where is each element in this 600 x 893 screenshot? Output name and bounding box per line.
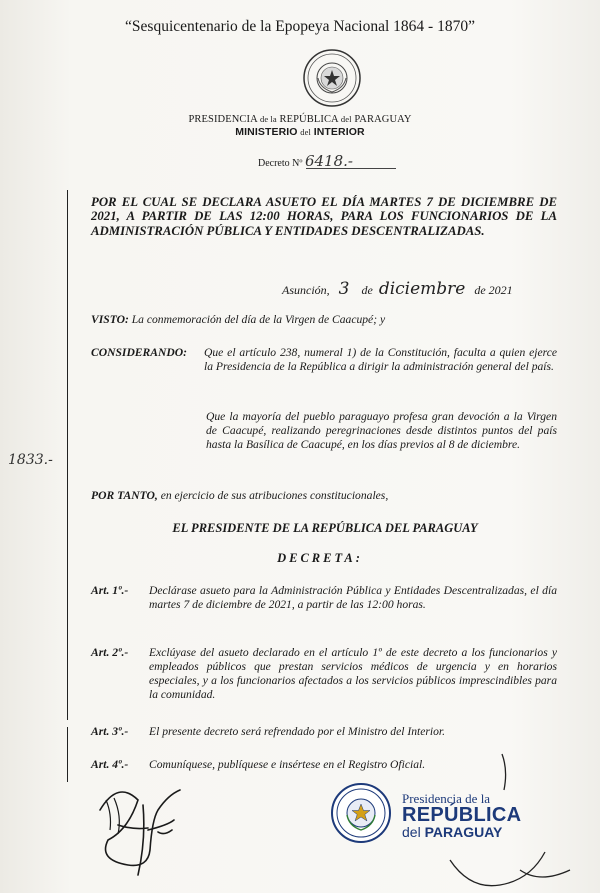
presidency-word: PRESIDENCIA	[188, 114, 258, 125]
motto: “Sesquicentenario de la Epopeya Nacional 1864 - 1870”	[125, 18, 475, 35]
article-text: Comuníquese, publíquese e insértese en el Registro Oficial.	[149, 758, 426, 771]
decree-underline	[306, 168, 396, 169]
por-tanto-paragraph	[91, 489, 557, 503]
logo-word: PARAGUAY	[424, 824, 503, 840]
article-label: Art. 2º.-	[91, 646, 129, 659]
left-margin-line	[67, 727, 68, 782]
ministry-word: INTERIOR	[313, 126, 365, 138]
president-heading: EL PRESIDENTE DE LA REPÚBLICA DEL PARAGUAY	[172, 521, 478, 535]
article-3	[91, 725, 557, 739]
article-text: Exclúyase del asueto declarado en el artículo 1º de este decreto a los funcionarios y empleados públicos que prestan servicios médicos de urgencia y en horarios especiales, y a los funcionarios afectados a los servicios públicos imprescindibles para la comunidad.	[149, 646, 557, 701]
visto-text: La conmemoración del día de la Virgen de Caacupé; y	[131, 313, 386, 326]
article-2	[91, 646, 557, 702]
logo-line-1: Presidencia de la	[402, 791, 491, 806]
presidency-logo	[330, 782, 530, 846]
decree-number-line	[258, 152, 353, 170]
por-tanto-label: POR TANTO,	[91, 489, 158, 502]
national-seal-icon	[330, 782, 392, 844]
logo-line-3	[402, 824, 502, 840]
presidency-heading	[0, 113, 600, 139]
article-text: Declárase asueto para la Administración Pública y Entidades Descentralizadas, el día martes 7 de diciembre de 2021, a partir de las 12:00 horas.	[149, 584, 557, 611]
presidency-word: del	[340, 114, 352, 124]
decreta-heading: DECRETA:	[277, 551, 363, 565]
visto-paragraph	[91, 313, 557, 327]
date-de: de	[361, 283, 373, 297]
considerando-label: CONSIDERANDO:	[91, 346, 187, 359]
date-city: Asunción,	[282, 283, 330, 297]
por-tanto-text: en ejercicio de sus atribuciones constitucionales,	[160, 489, 389, 502]
decree-label: Decreto Nº	[258, 158, 303, 169]
logo-line-2: REPÚBLICA	[402, 804, 522, 826]
date-month: diciembre	[378, 279, 466, 299]
left-margin-line	[67, 190, 68, 720]
date-line	[282, 279, 557, 299]
logo-word: del	[402, 824, 421, 840]
handwritten-signature	[88, 770, 208, 880]
presidency-word: PARAGUAY	[354, 114, 412, 125]
article-label: Art. 4º.-	[91, 758, 129, 771]
national-seal-icon	[302, 48, 362, 108]
ministry-word: del	[300, 127, 311, 137]
date-day: 3	[338, 279, 350, 299]
article-label: Art. 1º.-	[91, 584, 129, 597]
handwritten-margin-note: 1833.-	[8, 452, 53, 468]
considerando-paragraph-2: Que la mayoría del pueblo paraguayo profesa gran devoción a la Virgen de Caacupé, realizando peregrinaciones desde distintos puntos del país hasta la Basílica de Caacupé, en los días previos al 8 de diciembre.	[206, 410, 557, 451]
handwritten-scribble	[430, 840, 590, 893]
decree-number: 6418.-	[304, 152, 353, 170]
date-year: de 2021	[474, 283, 513, 297]
presidency-word: REPÚBLICA	[279, 114, 339, 125]
article-text: El presente decreto será refrendado por el Ministro del Interior.	[149, 725, 446, 738]
visto-label: VISTO:	[91, 313, 129, 326]
decree-title: POR EL CUAL SE DECLARA ASUETO EL DÍA MARTES 7 DE DICIEMBRE DE 2021, A PARTIR DE LAS 12:00 HORAS, PARA LOS FUNCIONARIOS DE LA ADMINISTRACIÓN PÚBLICA Y ENTIDADES DESCENTRALIZADAS.	[91, 195, 557, 238]
ministry-word: MINISTERIO	[235, 126, 298, 138]
presidency-word: de la	[259, 114, 277, 124]
article-label: Art. 3º.-	[91, 725, 129, 738]
considerando-paragraph-1: Que el artículo 238, numeral 1) de la Constitución, faculta a quien ejerce la Presidencia de la República a dirigir la administración general del país.	[204, 346, 557, 373]
article-1	[91, 584, 557, 612]
